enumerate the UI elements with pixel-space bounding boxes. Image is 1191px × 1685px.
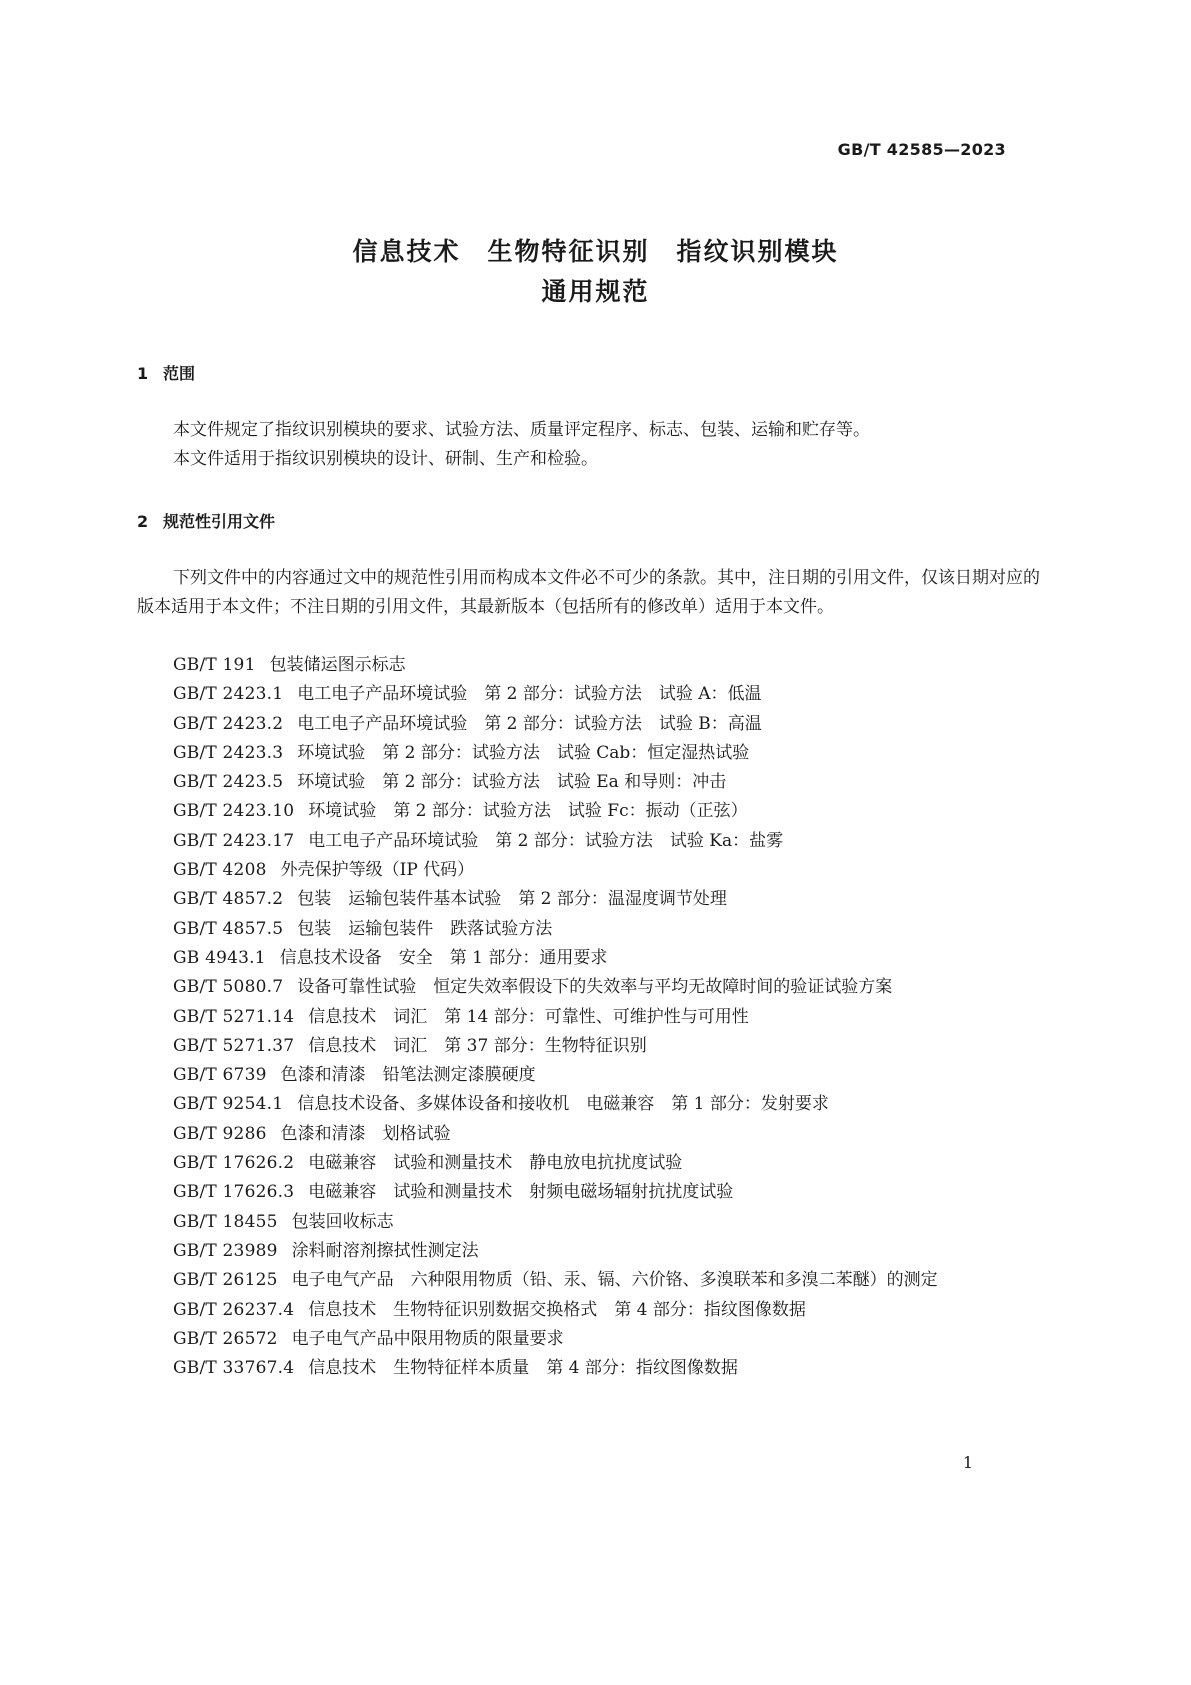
reference-code: GB/T 5080.7 <box>173 977 284 998</box>
scope-paragraph-2 <box>137 445 1055 474</box>
reference-code: GB/T 2423.5 <box>173 772 284 793</box>
standard-code: GB/T 42585—2023 <box>837 140 1006 159</box>
reference-item <box>173 797 938 826</box>
reference-item <box>173 1149 938 1178</box>
reference-code: GB/T 4208 <box>173 860 267 881</box>
reference-list <box>173 651 938 1383</box>
reference-code: GB/T 5271.14 <box>173 1006 295 1027</box>
reference-title: 包装储运图示标志 <box>269 655 406 675</box>
reference-code: GB/T 17626.2 <box>173 1153 295 1174</box>
normative-references-intro <box>137 564 1055 622</box>
reference-item <box>173 739 938 768</box>
reference-item <box>173 1266 938 1295</box>
reference-title: 外壳保护等级（IP 代码） <box>280 860 475 881</box>
reference-item <box>173 1354 938 1383</box>
reference-title: 信息技术 词汇 第 14 部分：可靠性、可维护性与可用性 <box>308 1006 749 1027</box>
reference-item <box>173 1032 938 1061</box>
reference-title: 信息技术 生物特征样本质量 第 4 部分：指纹图像数据 <box>308 1358 738 1379</box>
section-number: 1 <box>137 364 149 383</box>
paragraph-text: 本文件适用于指纹识别模块的设计、研制、生产和检验。 <box>173 449 598 469</box>
reference-code: GB/T 18455 <box>173 1211 278 1232</box>
reference-item <box>173 827 938 856</box>
reference-item <box>173 885 938 914</box>
reference-code: GB 4943.1 <box>173 947 266 968</box>
reference-code: GB/T 2423.2 <box>173 713 284 734</box>
reference-title: 涂料耐溶剂擦拭性测定法 <box>291 1240 479 1261</box>
reference-code: GB/T 191 <box>173 655 256 675</box>
reference-item <box>173 680 938 709</box>
reference-title: 电工电子产品环境试验 第 2 部分：试验方法 试验 B：高温 <box>297 713 762 734</box>
reference-code: GB/T 26237.4 <box>173 1299 295 1320</box>
reference-item <box>173 1237 938 1266</box>
reference-title: 电子电气产品 六种限用物质（铅、汞、镉、六价铬、多溴联苯和多溴二苯醚）的测定 <box>291 1270 938 1291</box>
reference-title: 包装 运输包装件基本试验 第 2 部分：温湿度调节处理 <box>297 889 727 910</box>
reference-item <box>173 768 938 797</box>
section-1-heading <box>137 361 195 384</box>
reference-code: GB/T 23989 <box>173 1240 278 1261</box>
section-title: 规范性引用文件 <box>163 512 276 531</box>
reference-item <box>173 1061 938 1090</box>
section-2-heading <box>137 509 275 532</box>
paragraph-text: 本文件规定了指纹识别模块的要求、试验方法、质量评定程序、标志、包装、运输和贮存等。 <box>173 420 870 440</box>
section-title: 范围 <box>163 364 196 383</box>
reference-title: 信息技术 生物特征识别数据交换格式 第 4 部分：指纹图像数据 <box>308 1299 806 1320</box>
reference-title: 电工电子产品环境试验 第 2 部分：试验方法 试验 Ka：盐雾 <box>308 830 784 851</box>
reference-item <box>173 1208 938 1237</box>
page-number: 1 <box>962 1453 973 1472</box>
reference-title: 信息技术 词汇 第 37 部分：生物特征识别 <box>308 1035 647 1056</box>
document-title-line-2: 通用规范 <box>541 277 650 306</box>
paragraph-text: 下列文件中的内容通过文中的规范性引用而构成本文件必不可少的条款。其中，注日期的引用文件，仅该日期对应的版本适用于本文件；不注日期的引用文件，其最新版本（包括所有的修改单）适用于本文件。 <box>137 568 1040 617</box>
reference-code: GB/T 2423.17 <box>173 830 295 851</box>
reference-title: 色漆和清漆 划格试验 <box>280 1123 451 1144</box>
reference-item <box>173 1296 938 1325</box>
scope-paragraph-1 <box>137 416 1055 445</box>
reference-item <box>173 651 938 680</box>
reference-item <box>173 944 938 973</box>
reference-title: 信息技术设备 安全 第 1 部分：通用要求 <box>279 947 608 968</box>
reference-item <box>173 1178 938 1207</box>
reference-code: GB/T 9286 <box>173 1123 267 1144</box>
reference-code: GB/T 2423.10 <box>173 801 295 822</box>
reference-code: GB/T 9254.1 <box>173 1094 284 1115</box>
reference-title: 环境试验 第 2 部分：试验方法 试验 Fc：振动（正弦） <box>308 801 748 822</box>
reference-title: 电子电气产品中限用物质的限量要求 <box>291 1328 564 1349</box>
reference-code: GB/T 5271.37 <box>173 1035 295 1056</box>
reference-title: 设备可靠性试验 恒定失效率假设下的失效率与平均无故障时间的验证试验方案 <box>297 977 893 998</box>
reference-item <box>173 1120 938 1149</box>
reference-item <box>173 856 938 885</box>
reference-title: 包装 运输包装件 跌落试验方法 <box>297 918 553 939</box>
reference-code: GB/T 26125 <box>173 1270 278 1291</box>
reference-code: GB/T 17626.3 <box>173 1182 295 1203</box>
reference-item <box>173 1003 938 1032</box>
reference-code: GB/T 2423.1 <box>173 684 284 705</box>
reference-title: 包装回收标志 <box>291 1211 394 1232</box>
reference-code: GB/T 4857.5 <box>173 918 284 939</box>
reference-title: 信息技术设备、多媒体设备和接收机 电磁兼容 第 1 部分：发射要求 <box>297 1094 829 1115</box>
reference-code: GB/T 2423.3 <box>173 742 284 763</box>
reference-code: GB/T 33767.4 <box>173 1358 295 1379</box>
reference-title: 环境试验 第 2 部分：试验方法 试验 Cab：恒定湿热试验 <box>297 742 750 763</box>
reference-item <box>173 710 938 739</box>
reference-title: 电磁兼容 试验和测量技术 静电放电抗扰度试验 <box>308 1153 683 1174</box>
reference-code: GB/T 4857.2 <box>173 889 284 910</box>
reference-code: GB/T 6739 <box>173 1065 267 1086</box>
reference-item <box>173 915 938 944</box>
reference-title: 环境试验 第 2 部分：试验方法 试验 Ea 和导则：冲击 <box>297 772 727 793</box>
reference-item <box>173 973 938 1002</box>
reference-title: 电工电子产品环境试验 第 2 部分：试验方法 试验 A：低温 <box>297 684 762 705</box>
reference-item <box>173 1090 938 1119</box>
reference-title: 色漆和清漆 铅笔法测定漆膜硬度 <box>280 1065 536 1086</box>
reference-item <box>173 1325 938 1354</box>
document-title-line-1: 信息技术 生物特征识别 指纹识别模块 <box>352 237 839 266</box>
section-number: 2 <box>137 512 149 531</box>
reference-code: GB/T 26572 <box>173 1328 278 1349</box>
reference-title: 电磁兼容 试验和测量技术 射频电磁场辐射抗扰度试验 <box>308 1182 734 1203</box>
